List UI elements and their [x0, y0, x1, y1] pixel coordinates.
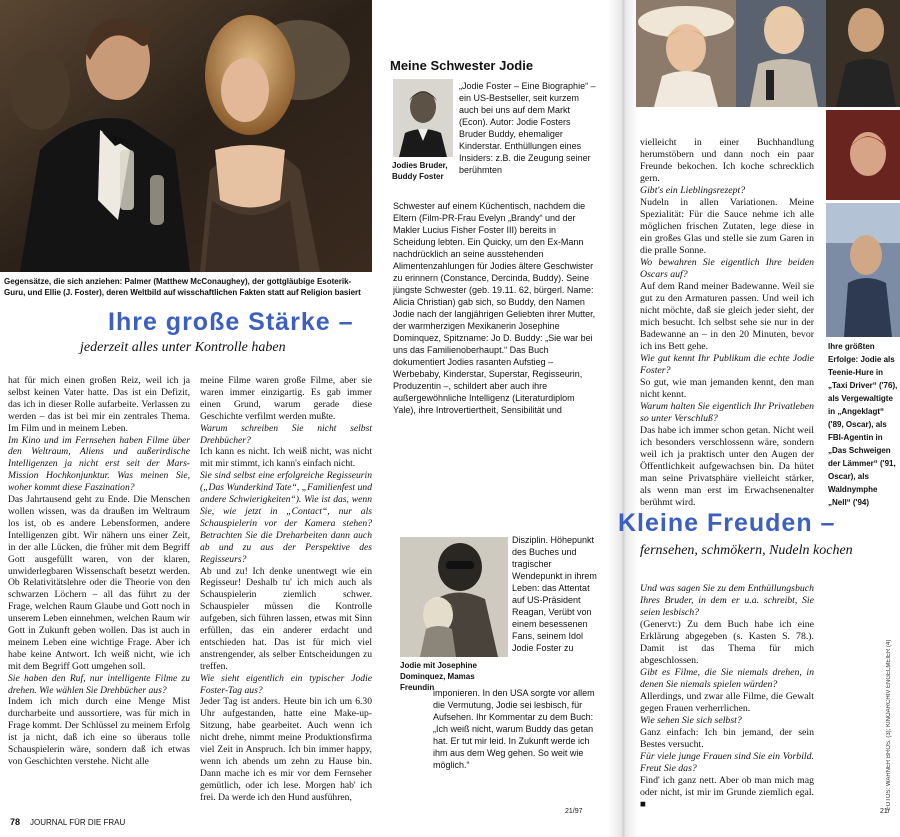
interview-answer: Allerdings, und zwar alle Filme, die Gewalt gegen Frauen verherrlichen. [640, 691, 814, 714]
interview-question: Wie sieht eigentlich ein typischer Jodie Foster-Tag aus? [200, 672, 372, 696]
interview-answer: hat für mich einen großen Reiz, weil ich ja selbst keinen Vater hatte. Das ist ein Defizit, das ich in dieser Rolle aufarbeite. Verlassen zu werden – das ist bei mir ein zentrales Thema. Im Film und in meinem Leben. [8, 375, 190, 434]
sidebar-text-bottom: imponieren. In den USA sorgte vor allem die Vermutung, Jodie sei lesbisch, für Aufsehen. Ihr Kommentar zu dem Buch: „Ich weiß nicht, warum Buddy das getan hat. Er tut mir leid. In Zukunft werde ich ihm aus dem Weg gehen. So weit wie möglich.“ [433, 688, 595, 770]
press-scene-photo [736, 0, 826, 107]
interview-question: Warum halten Sie eigentlich Ihr Privatleben so unter Verschluß? [640, 401, 814, 424]
sidebar-photo2-caption: Jodie mit Josephine Dominquez, Mamas Freundin [400, 661, 477, 692]
sidebar-title: Meine Schwester Jodie [390, 58, 534, 73]
sidebar-text-right: Disziplin. Höhepunkt des Buches und tragischer Wendepunkt in ihrem Leben: das Attentat auf US-Präsident Reagan, Verübt von einem besessenen Fans, seinem Idol Jodie Foster zu [512, 535, 597, 653]
magazine-name: JOURNAL FÜR DIE FRAU [30, 818, 126, 827]
interview-question: Und was sagen Sie zu dem Enthüllungsbuch Ihres Bruder, in dem er u.a. schreibt, Sie seien lesbisch? [640, 583, 814, 618]
sidebar-photo1-caption: Jodies Bruder, Buddy Foster [392, 161, 448, 181]
interview-answer: Das Jahrtausend geht zu Ende. Die Menschen wollen wissen, was da draußen im Weltraum los ist, ob es andere Lebensformen, andere Intelligenzen gibt. Wir nähern uns einer Zeit, in der alle Lücken, die früher mit dem Begriff Gott ausgefüllt waren, von der klaren, unwiderlegbaren Wissenschaft besetzt werden. Ob Relativitätslehre oder die Theorie von den schwarzen Löchern – all das führt zu der Frage, welchen Raum Glaube und Gott noch in unserem Leben einnehmen, welchen Raum wir Gott in Zukunft geben wollen. Das ist auch in meinem Leben eine wichtige Frage. Aber ich habe keine Antwort. Ich weiß nicht, wie ich mit dem Begriff Gott umgehen soll. [8, 494, 190, 672]
subhead-right: fernsehen, schmökern, Nudeln kochen [640, 543, 853, 558]
interview-answer: Jeder Tag ist anders. Heute bin ich um 6.30 Uhr aufgestanden, hatte eine Make-up-Sitzung, habe gearbeitet. Auch wenn ich nicht drehe, nimmt meine Produktionsfirma viel Zeit in Anspruch. Ich bin immer happy, wenn ich abends um zehn zu Hause bin. Dann mache ich es mir vor dem Fernseher gemütlich, oder ich lese. Morgen hab' ich frei. Da werde ich den Hund ausführen, [200, 696, 372, 803]
side-caption: Ihre größten Erfolge: Jodie als Teenie-Hure in „Taxi Driver“ ('76), als Vergewaltigte in „Angeklagt“ ('89, Oscar), als FBI-Agentin in „Das Schweigen der Lämmer“ ('91, Oscar), als Waldnymphe „Nell“ ('94) [828, 342, 898, 507]
jodie-josephine-photo [400, 537, 508, 657]
issue-number-left: 21/97 [565, 808, 583, 815]
page-gutter [608, 0, 638, 837]
interview-answer: vielleicht in einer Buchhandlung herumstöbern und dann noch ein paar Freunde bekochen. Ich koche schrecklich gern. [640, 137, 814, 184]
movie-still-photo [0, 0, 372, 272]
photo-illustration [636, 0, 736, 107]
interview-question: Warum schreiben Sie nicht selbst Drehbücher? [200, 422, 372, 446]
interview-question: Sie sind selbst eine erfolgreiche Regisseurin („Das Wunderkind Tate“, „Familienfest und andere Schwierigkeiten“). Wie ist das, wenn Sie, wie jetzt in „Contact“, nur als Schauspielerin vor der Kamera stehen? Betrachten Sie die Dreharbeiten dann auch ab und zu aus der Perspektive des Regisseurs? [200, 470, 372, 565]
interview-question: Wie gut kennt Ihr Publikum die echte Jodie Foster? [640, 353, 814, 376]
archival-photo-illustration [400, 537, 508, 657]
article-column-right-bottom [640, 583, 814, 811]
interview-question: Für viele junge Frauen sind Sie ein Vorbild. Freut Sie das? [640, 751, 814, 774]
interview-question: Sie haben den Ruf, nur intelligente Filme zu drehen. Wie wählen Sie Drehbücher aus? [8, 672, 190, 696]
interview-answer: Ab und zu! Ich denke unentwegt wie ein Regisseur! Deshalb tu' ich mich auch als Schauspielerin ziemlich schwer. Schauspieler müssen die Kontrolle aufgeben, sich führen lassen, etwas mit Sinn erfüllen, das ein anderer erdacht und entschieden hat. Das ist für mich viel anstrengender, als selber Entscheidungen zu treffen. [200, 565, 372, 672]
article-column-2 [200, 375, 372, 804]
photo-illustration [826, 0, 900, 107]
subhead-left: jederzeit alles unter Kontrolle haben [80, 340, 286, 355]
article-column-1 [8, 375, 190, 768]
photo-illustration [826, 203, 900, 337]
portrait-illustration [393, 79, 453, 157]
interview-answer: So gut, wie man jemanden kennt, den man nicht kennt. [640, 377, 814, 400]
issue-number-right: 21/ [880, 808, 890, 815]
interview-question: Gibt's ein Lieblingsrezept? [640, 185, 746, 196]
headline-left: Ihre große Stärke – [108, 308, 354, 336]
photo-credit: FOTOS: WARNER BROS. (3); KINOARCHIV ENGELMEIER (4) [886, 639, 892, 810]
interview-answer: Auf dem Rand meiner Badewanne. Weil sie gut zu den Armaturen passen. Und weil ich nicht möchte, daß sie gleich jeder sieht, der mich besucht. Ich selbst sehe sie nur in der Badewanne an – in den 20 Minuten, bevor ich ins Bett gehe. [640, 281, 814, 352]
interview-answer: Ganz einfach: Ich bin jemand, der sein Bestes versucht. [640, 727, 814, 750]
headline-right: Kleine Freuden – [618, 509, 836, 537]
photo-illustration [736, 0, 826, 107]
sidebar-text-main: Schwester auf einem Küchentisch, nachdem die Eltern (Film-PR-Frau Evelyn „Brandy“ und der Makler Lucius Fisher Foster III) bereits in Scheidung lebten. Ein Quicky, um den Ex-Mann nachdrücklich an seine ausstehenden Alimentenzahlungen für Jodies ältere Geschwister zu erinnern (Constance, Dercinda, Buddy). Seine jüngste Schwester (geb. 19.11. 62, bürgerl. Name: Alicia Christian) gab sich, so Buddy, den Namen Jodie nach der langjährigen Geliebten ihrer Mutter, der warmherzigen Mexikanerin Josephine Dominquez, Spitzname: Jo D. Buddy: „Sie war bei uns das Familienoberhaupt.“ Das Buch dokumentiert Jodies rasanten Aufstieg – Werbebaby, Kinderstar, Superstar, Regisseurin, Produzentin –, schildert aber auch ihre außergewöhnliche Intelligenz (Literaturdiplom Yale), ihre Introvertiertheit, Sensibilität und [393, 201, 596, 415]
article-column-right-top [640, 137, 814, 509]
buddy-foster-photo [393, 79, 453, 157]
interview-answer: meine Filme waren große Filme, aber sie waren immer einzigartig. Es gab immer einen Grund, warum gerade diese Geschichte verfilmt werden mußte. [200, 375, 372, 422]
photo-caption: Gegensätze, die sich anziehen: Palmer (Matthew McConaughey), der gottgläubige Esoterik-Guru, und Ellie (J. Foster), deren Weltbild auf wisschaftlichen Fakten statt auf Religion basiert [4, 277, 361, 297]
interview-answer: Nudeln in allen Variationen. Meine Spezialität: Für die Sauce nehme ich alle möglichen frischen Zutaten, lege diese in ein großes Glas und stelle sie zum Garen in die pralle Sonne. [640, 197, 814, 256]
interview-question: Wo bewahren Sie eigentlich Ihre beiden Oscars auf? [640, 257, 814, 280]
interview-answer: Find' ich ganz nett. Aber ob man mich mag oder nicht, ist mir im Grunde ziemlich egal. ■ [640, 775, 814, 810]
side-photo-bottom [826, 203, 900, 337]
interview-question: Im Kino und im Fernsehen haben Filme über den Weltraum, Aliens und außerirdische Intelligenzen ja nicht erst seit der Mars-Mission Hochkonjunktur. Was meinen Sie, woher kommt diese Faszination? [8, 434, 190, 494]
interview-question: Gibt es Filme, die Sie niemals drehen, in denen Sie niemals spielen würden? [640, 667, 814, 690]
interview-answer: Ich kann es nicht. Ich weiß nicht, was nicht mit mir stimmt, ich kann's einfach nicht. [200, 446, 372, 470]
interview-question: Wie sehen Sie sich selbst? [640, 715, 742, 726]
jodie-hat-photo [636, 0, 736, 107]
movie-still-illustration [0, 0, 372, 272]
side-photo-top [826, 0, 900, 107]
side-photo-middle [826, 110, 900, 200]
interview-answer: Indem ich mich durch eine Menge Mist durcharbeite und aussortiere, was für mich in Frage kommt. Der Schlüssel zu meinem Erfolg ist ja nicht, daß ich eine so überaus tolle Schauspielerin wäre, sondern daß ich etwas von Geschichten verstehe. Nicht alle [8, 696, 190, 767]
interview-answer: (Genervt:) Zu dem Buch habe ich eine Erklärung abgegeben (s. Kasten S. 78.). Damit ist das Thema für mich abgeschlossen. [640, 619, 814, 666]
page-number-left: 78 [10, 817, 21, 827]
photo-illustration [826, 110, 900, 200]
sidebar-text-top-right: „Jodie Foster – Eine Biographie“ – ein US-Bestseller, seit kurzem auch bei uns auf dem Markt (Econ). Autor: Jodie Fosters Bruder Buddy, ehemaliger Kinderstar. Enthüllungen eines Insiders: z.B. die Zeugung seiner berühmten [459, 81, 596, 175]
interview-answer: Das habe ich immer schon getan. Nicht weil ich besonders verschlossenn wäre, sondern weil ich ja praktisch unter den Augen der Öffentlichkeit aufgewachsen bin. Da hütet man seine Privatsphäre vielleicht stärker, als wenn man erst im Erwachsenenalter berühmt wird. [640, 425, 814, 508]
